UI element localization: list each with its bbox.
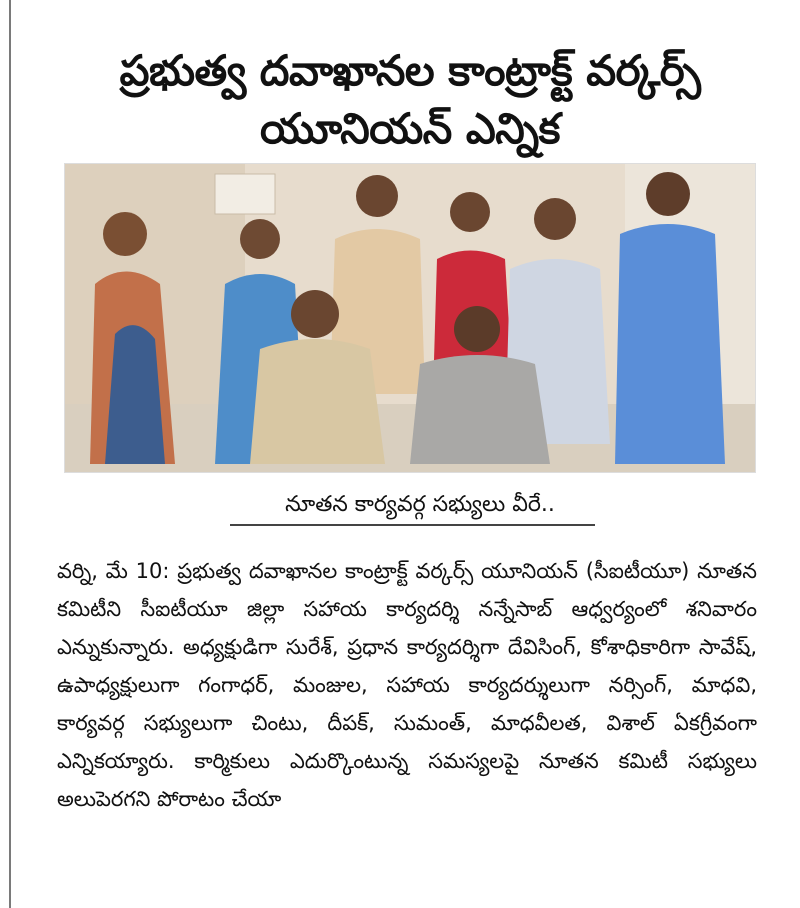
photo-caption: నూతన కార్యవర్గ సభ్యులు వీరే.. [285, 492, 555, 517]
column-divider [9, 0, 11, 908]
group-photo-illustration [65, 164, 755, 472]
headline: ప్రభుత్వ దవాఖానల కాంట్రాక్ట్ వర్కర్స్ యూనియన్ ఎన్నిక [119, 46, 701, 154]
group-photo [64, 163, 756, 473]
article-body [57, 552, 757, 908]
caption-underline [230, 524, 595, 526]
article-paragraph: వర్ని, మే 10: ప్రభుత్వ దవాఖానల కాంట్రాక్ట్ వర్కర్స్ యూనియన్ (సీఐటీయూ) నూతన కమిటీని సీఐటీయూ జిల్లా సహాయ కార్యదర్శి నన్నేసాబ్ ఆధ్వర్యంలో శనివారం ఎన్నుకున్నారు. అధ్యక్షుడిగా సురేశ్, ప్రధాన కార్యదర్శిగా దేవిసింగ్, కోశాధికారిగా సావేష్, ఉపాధ్యక్షులుగా గంగాధర్, మంజుల, సహాయ కార్యదర్శులుగా నర్సింగ్, మాధవి, కార్యవర్గ సభ్యులుగా చింటు, దీపక్, సుమంత్, మాధవీలత, విశాల్ ఏకగ్రీవంగా ఎన్నికయ్యారు. కార్మికులు ఎదుర్కొంటున్న సమస్యలపై నూతన కమిటీ సభ్యులు అలుపెరగని పోరాటం చేయా [57, 559, 757, 811]
